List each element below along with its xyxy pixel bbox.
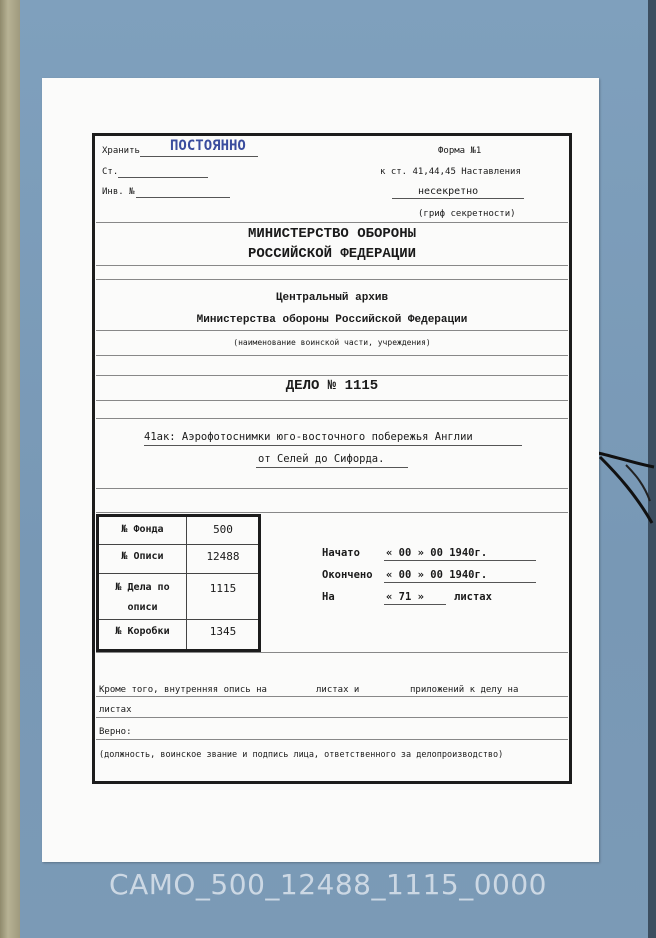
table-row-label: № Дела по (115, 582, 170, 593)
secrecy-value: несекретно (418, 186, 479, 197)
verified-label: Верно: (99, 727, 132, 737)
table-row-label: № Описи (121, 551, 164, 562)
table-row-value: 1115 (209, 582, 237, 595)
sheets-label: листах (454, 591, 492, 603)
folder-string-icon (596, 445, 656, 525)
ministry-line1: МИНИСТЕРСТВО ОБОРОНЫ (247, 226, 417, 242)
secrecy-caption: (гриф секретности) (418, 209, 516, 219)
archive-line2: Министерства обороны Российской Федерации (196, 314, 468, 326)
table-row-value: 12488 (206, 550, 240, 563)
footer-line1c: приложений к делу на (410, 685, 519, 695)
store-label: Хранить (102, 146, 140, 156)
folder-spine (0, 0, 21, 938)
ministry-line2: РОССИЙСКОЙ ФЕДЕРАЦИИ (247, 246, 417, 262)
archive-line1: Центральный архив (275, 292, 389, 304)
footer-caption: (должность, воинское звание и подпись лица, ответственного за делопроизводство) (99, 750, 504, 760)
started-label: Начато (322, 547, 360, 559)
on-label: На (322, 591, 335, 603)
archive-caption: (наименование воинской части, учреждения) (233, 338, 431, 347)
case-title: ДЕЛО № 1115 (285, 378, 379, 394)
archive-watermark: CAMO_500_12488_1115_0000 (109, 868, 547, 901)
table-row-value: 1345 (209, 625, 237, 638)
case-desc-line2: от Селей до Сифорда. (258, 453, 385, 465)
table-row-value: 500 (213, 523, 233, 536)
ended-value: « 00 » 00 1940г. (386, 569, 488, 581)
table-row-label: № Коробки (115, 626, 170, 637)
sheets-value: « 71 » (386, 591, 424, 603)
footer-line1a: Кроме того, внутренняя опись на (99, 685, 267, 695)
inv-label: Инв. № (102, 187, 135, 197)
footer-line1b: листах и (316, 685, 360, 695)
articles-text: к ст. 41,44,45 Наставления (380, 167, 521, 177)
store-value: ПОСТОЯННО (170, 138, 246, 154)
table-row-label: № Фонда (121, 524, 164, 535)
st-label: Ст. (102, 167, 119, 177)
footer-line2: листах (99, 705, 132, 715)
form-label: Форма №1 (438, 146, 482, 156)
started-value: « 00 » 00 1940г. (386, 547, 488, 559)
table-row-label: описи (127, 602, 158, 613)
case-desc-line1: 41ак: Аэрофотоснимки юго-восточного побережья Англии (144, 431, 473, 443)
ended-label: Окончено (322, 569, 373, 581)
